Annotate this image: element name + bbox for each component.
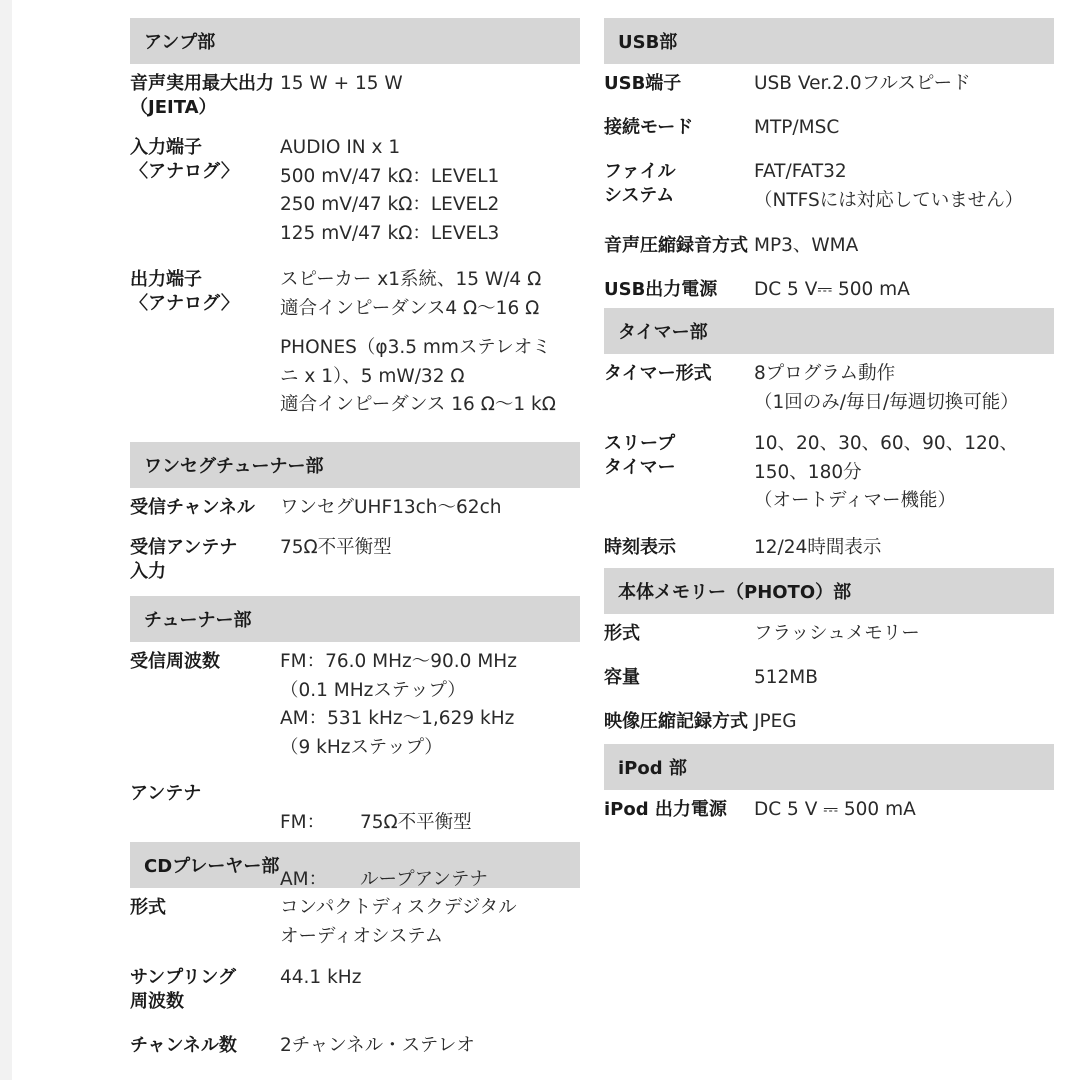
spec-row-antenna-input [130,536,580,596]
spec-label: 音声実用最大出力 （JEITA） [130,73,274,118]
ipod-section-header: iPod 部 [604,744,1054,790]
antenna-am-key: AM： [280,868,328,890]
spec-value: DC 5 V ⎓ 500 mA [754,799,916,820]
spec-label: サンプリング 周波数 [130,967,237,1012]
antenna-fm-line [280,809,488,838]
spec-label: 形式 [130,897,166,918]
spec-value: スピーカー x1系統、15 W/4 Ω 適合インピーダンス4 Ω〜16 Ω [280,269,542,319]
right-column [604,18,1054,834]
spec-value: フラッシュメモリー [754,623,920,644]
cd-section-header: CDプレーヤー部 [130,842,580,888]
spec-value: USB Ver.2.0フルスピード [754,73,971,94]
spec-row-timer-type [604,362,1054,432]
left-column [130,18,580,1070]
spec-row-clock [604,536,1054,568]
spec-label: 受信周波数 [130,651,220,672]
spec-label: 時刻表示 [604,537,676,558]
spec-label: 入力端子 〈アナログ〉 [130,137,239,182]
spec-row-usb-port [604,72,1054,116]
spec-value: DC 5 V⎓ 500 mA [754,279,910,300]
tuner-section-header: チューナー部 [130,596,580,642]
spec-label: 映像圧縮記録方式 [604,711,748,732]
spec-value: ワンセグUHF13ch〜62ch [280,497,502,518]
spec-label: 受信チャンネル [130,497,255,518]
spec-value: MTP/MSC [754,117,840,138]
spec-row-memory-format [604,622,1054,666]
spec-value: PHONES（φ3.5 mmステレオミ ニ x 1）、5 mW/32 Ω 適合インピーダンス 16 Ω〜1 kΩ [280,337,556,415]
spec-row-sleep [604,432,1054,536]
spec-row-usb-codec [604,234,1054,278]
spec-label: ファイル システム [604,161,676,206]
spec-label: USB端子 [604,73,682,94]
spec-value: AUDIO IN x 1 500 mV/47 kΩ：LEVEL1 250 mV/47 kΩ：LEVEL2 125 mV/47 kΩ：LEVEL3 [280,137,500,244]
spec-label: 音声圧縮録音方式 [604,235,748,256]
spec-row-frequency [130,650,580,782]
spec-row-usb-power [604,278,1054,308]
spec-row-cd-format [130,896,580,966]
spec-label: 接続モード [604,117,694,138]
spec-label: チャンネル数 [130,1035,237,1056]
spec-value: 10、20、30、60、90、120、 150、180分 （オートディマー機能） [754,433,1019,511]
spec-label: スリープ タイマー [604,433,676,478]
spec-value: 12/24時間表示 [754,537,882,558]
oneseg-section-header: ワンセグチューナー部 [130,442,580,488]
antenna-fm-key: FM： [280,811,326,833]
antenna-am-line [280,866,488,895]
spec-value: MP3、WMA [754,235,859,256]
spec-row-output [130,72,580,136]
spec-value: 44.1 kHz [280,967,362,988]
spec-row-capacity [604,666,1054,710]
memory-section-header: 本体メモリー（PHOTO）部 [604,568,1054,614]
spec-row-usb-mode [604,116,1054,160]
spec-row-output-terminal [130,268,580,336]
spec-value: コンパクトディスクデジタル オーディオシステム [280,897,517,947]
spec-row-image-codec [604,710,1054,744]
spec-row-channels [130,1034,580,1070]
spec-row-input [130,136,580,268]
spec-value: JPEG [754,711,797,732]
antenna-fm-value: 75Ω不平衡型 [360,811,472,833]
spec-label: 形式 [604,623,640,644]
timer-section-header: タイマー部 [604,308,1054,354]
spec-row-ipod-power [604,798,1054,834]
spec-value: 15 W + 15 W [280,73,403,94]
spec-row-channel [130,496,580,536]
spec-value: 512MB [754,667,818,688]
spec-row-sampling [130,966,580,1034]
spec-value: 8プログラム動作 （1回のみ/毎日/毎週切換可能） [754,363,1019,413]
usb-section-header: USB部 [604,18,1054,64]
spec-row-usb-fs [604,160,1054,234]
spec-value: FM：76.0 MHz〜90.0 MHz （0.1 MHzステップ） AM：531 kHz〜1,629 kHz （9 kHzステップ） [280,651,517,758]
spec-label: USB出力電源 [604,279,718,300]
spec-label: アンテナ [130,783,202,804]
spec-label: 出力端子 〈アナログ〉 [130,269,239,314]
spec-label: タイマー形式 [604,363,712,384]
spec-label: 容量 [604,667,640,688]
spec-label: 受信アンテナ 入力 [130,537,238,582]
spec-row-phones [130,336,580,442]
spec-value: 2チャンネル・ステレオ [280,1035,475,1056]
spec-value: FAT/FAT32 （NTFSには対応していません） [754,161,1024,211]
spec-page [12,0,1080,1080]
spec-label: iPod 出力電源 [604,799,727,820]
spec-value: 75Ω不平衡型 [280,537,392,558]
antenna-am-value: ループアンテナ [360,868,488,890]
amp-section-header: アンプ部 [130,18,580,64]
